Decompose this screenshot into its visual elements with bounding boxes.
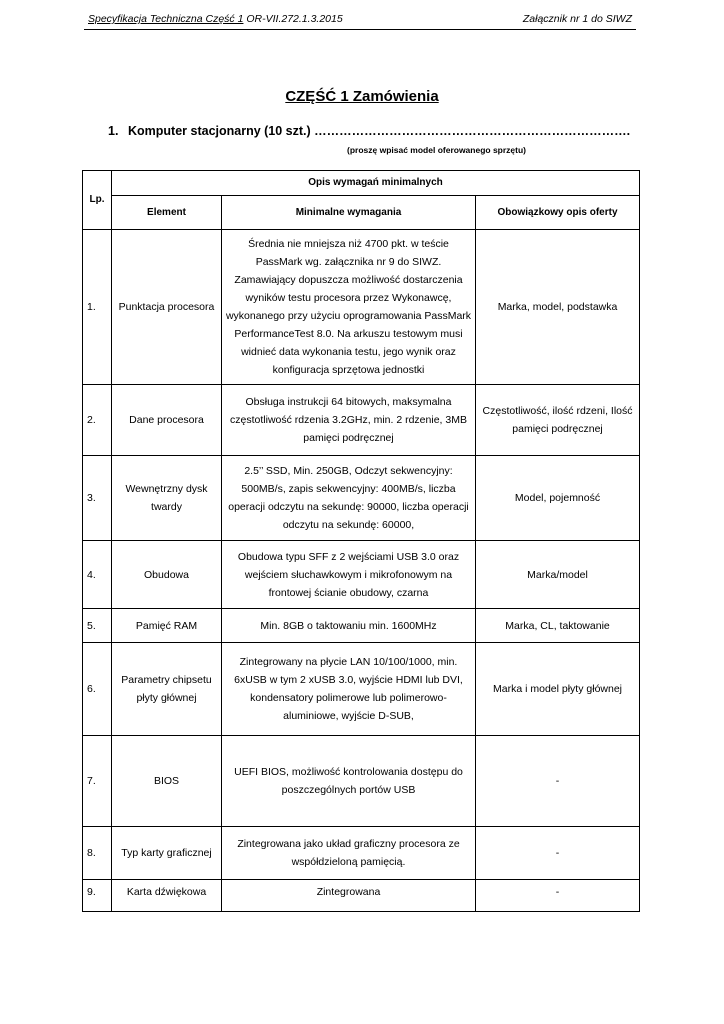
header-divider (84, 29, 636, 30)
header-requirements: Minimalne wymagania (222, 196, 476, 230)
model-note: (proszę wpisać model oferowanego sprzętu) (347, 145, 527, 155)
item-label: Komputer stacjonarny (10 szt.) …………………………………………………………………. (128, 124, 631, 138)
row-lp: 5. (83, 609, 112, 643)
row-element: Pamięć RAM (112, 609, 222, 643)
row-requirements: Obudowa typu SFF z 2 wejściami USB 3.0 oraz wejściem słuchawkowym i mikrofonowym na frontowej ścianie obudowy, czarna (222, 541, 476, 609)
header-element: Element (112, 196, 222, 230)
spec-reference: OR-VII.272.1.3.2015 (243, 13, 343, 25)
row-lp: 2. (83, 385, 112, 456)
attachment-label: Załącznik nr 1 do SIWZ (522, 13, 632, 25)
page-title: CZĘŚĆ 1 Zamówienia (285, 88, 439, 105)
table-subheader-row (83, 196, 640, 230)
requirements-table (82, 170, 640, 912)
row-offer: - (476, 736, 640, 827)
row-lp: 8. (83, 827, 112, 880)
row-requirements: 2.5’’ SSD, Min. 250GB, Odczyt sekwencyjny: 500MB/s, zapis sekwencyjny: 400MB/s, liczba operacji odczytu na sekundę: 90000, liczba operacji odczytu na sekundę: 60000, (222, 456, 476, 541)
row-lp: 4. (83, 541, 112, 609)
table-row (83, 385, 640, 456)
table-row (83, 456, 640, 541)
item-number: 1. (108, 124, 119, 138)
row-offer: - (476, 827, 640, 880)
row-element: BIOS (112, 736, 222, 827)
row-requirements: Zintegrowana jako układ graficzny procesora ze współdzieloną pamięcią. (222, 827, 476, 880)
table-row (83, 880, 640, 912)
spec-link[interactable]: Specyfikacja Techniczna Część 1 (88, 13, 244, 25)
table-row (83, 541, 640, 609)
row-element: Typ karty graficznej (112, 827, 222, 880)
row-lp: 3. (83, 456, 112, 541)
running-header-left (88, 13, 343, 25)
item-heading (108, 124, 630, 138)
row-offer: Marka i model płyty głównej (476, 643, 640, 736)
row-lp: 7. (83, 736, 112, 827)
row-offer: Model, pojemność (476, 456, 640, 541)
row-requirements: Min. 8GB o taktowaniu min. 1600MHz (222, 609, 476, 643)
table-row (83, 230, 640, 385)
header-offer: Obowiązkowy opis oferty (476, 196, 640, 230)
row-element: Parametry chipsetu płyty głównej (112, 643, 222, 736)
table-row (83, 736, 640, 827)
row-offer: Marka, model, podstawka (476, 230, 640, 385)
row-requirements: Zintegrowana (222, 880, 476, 912)
row-offer: Marka/model (476, 541, 640, 609)
row-requirements: Obsługa instrukcji 64 bitowych, maksymalna częstotliwość rdzenia 3.2GHz, min. 2 rdzenie, 3MB pamięci podręcznej (222, 385, 476, 456)
row-lp: 1. (83, 230, 112, 385)
row-element: Karta dźwiękowa (112, 880, 222, 912)
row-lp: 6. (83, 643, 112, 736)
row-element: Wewnętrzny dysk twardy (112, 456, 222, 541)
table-row (83, 643, 640, 736)
row-lp: 9. (83, 880, 112, 912)
row-requirements: UEFI BIOS, możliwość kontrolowania dostępu do poszczególnych portów USB (222, 736, 476, 827)
row-offer: Częstotliwość, ilość rdzeni, Ilość pamięci podręcznej (476, 385, 640, 456)
table-row (83, 827, 640, 880)
header-group: Opis wymagań minimalnych (112, 171, 640, 196)
row-element: Dane procesora (112, 385, 222, 456)
row-offer: - (476, 880, 640, 912)
table-header-row (83, 171, 640, 196)
header-lp: Lp. (83, 171, 112, 230)
row-requirements: Zintegrowany na płycie LAN 10/100/1000, min. 6xUSB w tym 2 xUSB 3.0, wyjście HDMI lub DVI, kondensatory polimerowe lub polimerowo-aluminiowe, wyjście D-SUB, (222, 643, 476, 736)
row-element: Obudowa (112, 541, 222, 609)
row-offer: Marka, CL, taktowanie (476, 609, 640, 643)
row-element: Punktacja procesora (112, 230, 222, 385)
row-requirements: Średnia nie mniejsza niż 4700 pkt. w teście PassMark wg. załącznika nr 9 do SIWZ. Zamawiający dopuszcza możliwość dostarczenia wyników testu procesora przez Wykonawcę, wykonanego przy użyciu oprogramowania PassMark PerformanceTest 8.0. Na arkuszu testowym musi widnieć data wykonania testu, jego wynik oraz konfiguracja sprzętowa jednostki (222, 230, 476, 385)
table-row (83, 609, 640, 643)
